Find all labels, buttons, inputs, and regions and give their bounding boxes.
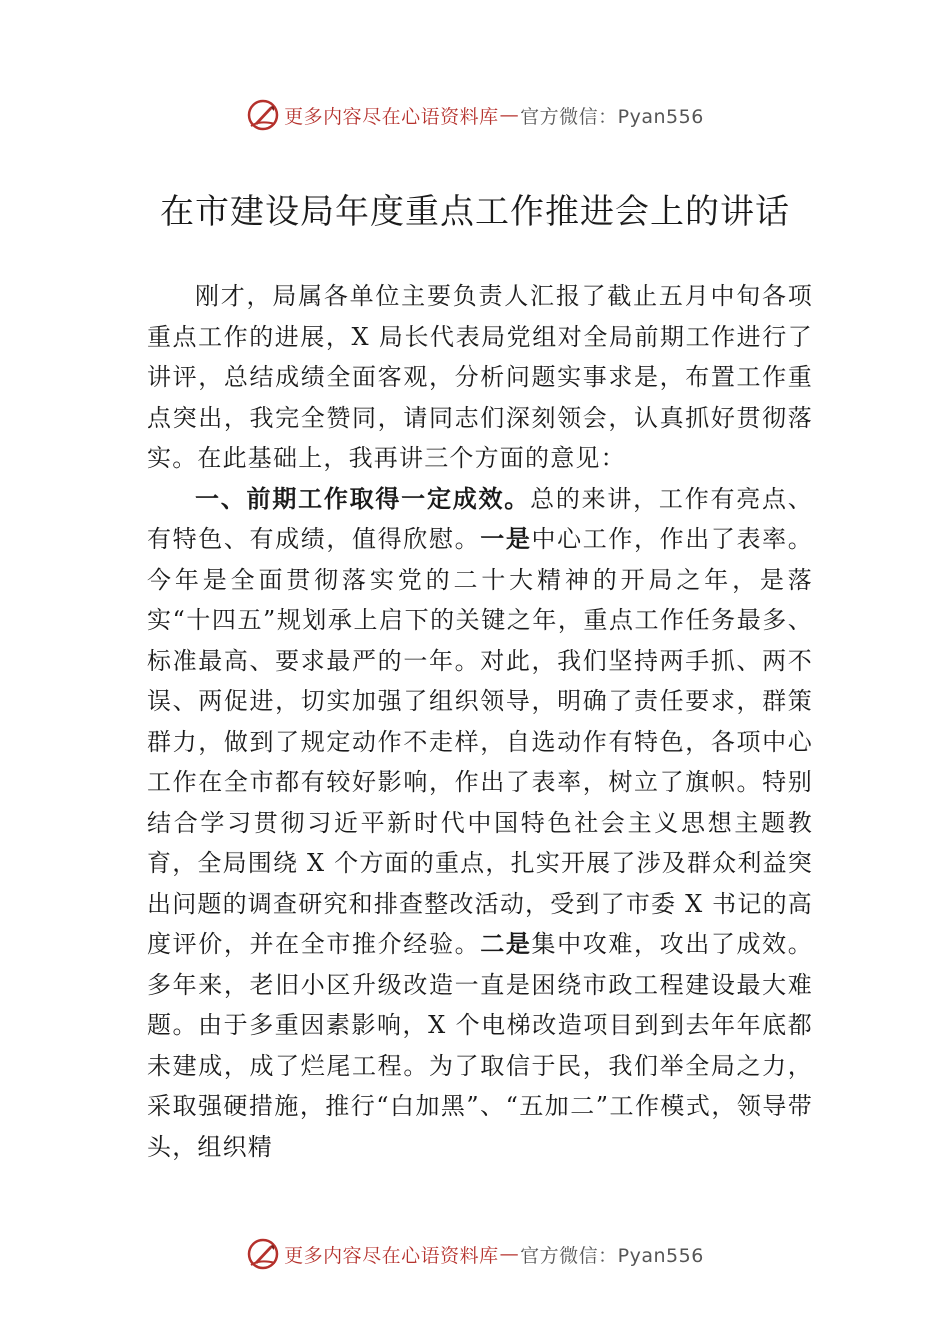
- watermark-brand-text: 更多内容尽在心语资料库: [284, 105, 499, 128]
- paragraph-intro: 刚才，局属各单位主要负责人汇报了截止五月中旬各项重点工作的进展，X 局长代表局党组对全局前期工作进行了讲评，总结成绩全面客观，分析问题实事求是，布置工作重点突出，我完全赞同，请同志们深刻领会，认真抓好贯彻落实。在此基础上，我再讲三个方面的意见：: [147, 282, 813, 472]
- watermark-wechat-text: 官方微信：Pyan556: [520, 105, 704, 128]
- watermark-footer: [0, 1234, 950, 1274]
- document-title: 在市建设局年度重点工作推进会上的讲话: [160, 192, 790, 232]
- paragraph-section-one: [147, 479, 813, 1168]
- point-two-lead: 二是: [480, 929, 532, 958]
- watermark-dash: —: [499, 1243, 520, 1265]
- quill-logo-icon: [246, 98, 280, 132]
- quill-logo-icon: [246, 1237, 280, 1271]
- section-heading: 一、前期工作取得一定成效。: [195, 483, 531, 513]
- point-one-lead: 一是: [480, 524, 532, 553]
- paragraph-text: 总的来讲，工作有亮点、有特色、有成绩，值得欣慰。: [147, 484, 813, 553]
- watermark-dash: —: [499, 104, 520, 126]
- watermark-wechat-text: 官方微信：Pyan556: [520, 1244, 704, 1267]
- document-body: [147, 276, 813, 1167]
- paragraph-text: 中心工作，作出了表率。今年是全面贯彻落实党的二十大精神的开局之年，是落实“十四五”规划承上启下的关键之年，重点工作任务最多、标准最高、要求最严的一年。对此，我们坚持两手抓、两不误、两促进，切实加强了组织领导，明确了责任要求，群策群力，做到了规定动作不走样，自选动作有特色，各项中心工作在全市都有较好影响，作出了表率，树立了旗帜。特别结合学习贯彻习近平新时代中国特色社会主义思想主题教育，全局围绕 X 个方面的重点，扎实开展了涉及群众利益突出问题的调查研究和排查整改活动，受到了市委 X 书记的高度评价，并在全市推介经验。: [147, 525, 813, 958]
- watermark-header: [0, 95, 950, 135]
- paragraph-text: 集中攻难，攻出了成效。多年来，老旧小区升级改造一直是困绕市政工程建设最大难题。由于多重因素影响，X 个电梯改造项目到到去年年底都未建成，成了烂尾工程。为了取信于民，我们举全局之力，采取强硬措施，推行“白加黑”、“五加二”工作模式，领导带头，组织精: [147, 930, 813, 1161]
- watermark-brand-text: 更多内容尽在心语资料库: [284, 1244, 499, 1267]
